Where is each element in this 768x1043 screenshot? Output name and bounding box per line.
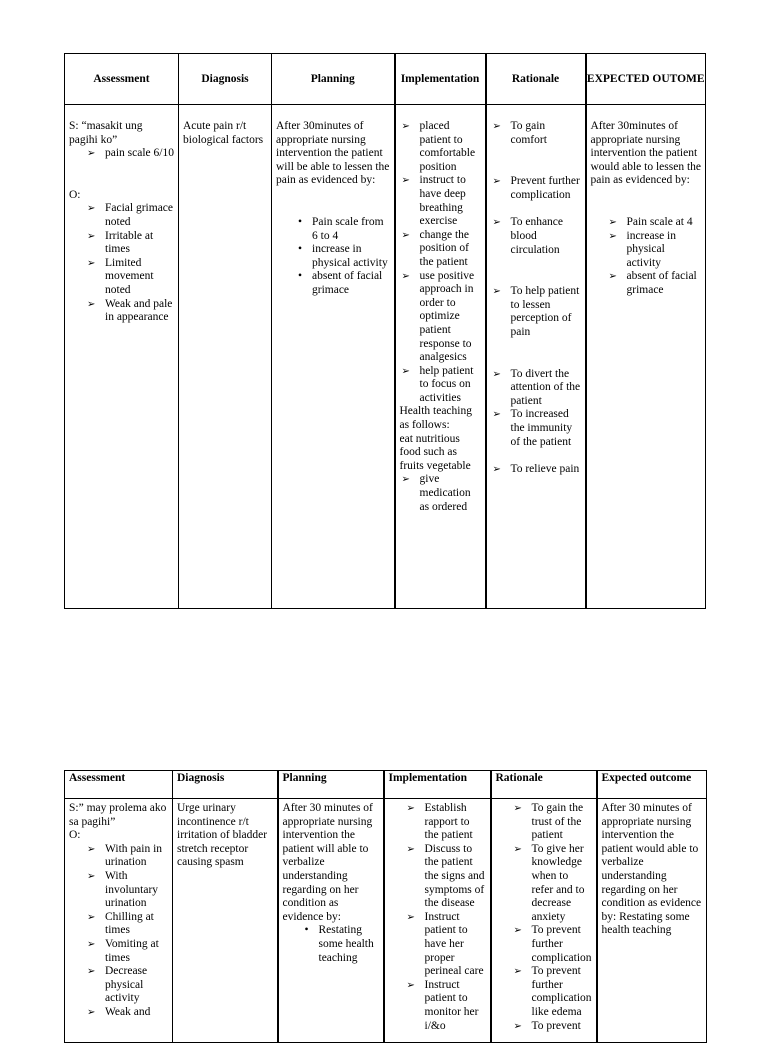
list-item: ➢ To gain comfort: [491, 120, 581, 147]
table-row: [65, 105, 706, 609]
header-assessment: Assessment: [65, 54, 179, 105]
list-item: ➢ Instruct patient to monitor her i/&o: [405, 979, 486, 1033]
list-item: ➢ change the position of the patient: [400, 229, 481, 270]
expected-outcome-cell: [586, 105, 706, 609]
table-header-row: [65, 54, 706, 105]
header-rationale: Rationale: [491, 771, 597, 799]
header-expected-outcome: Expected outcome: [597, 771, 707, 799]
planning-cell: [272, 105, 395, 609]
planning-text: After 30 minutes of appropriate nursing intervention the patient will able to verbalize understanding regarding on her condition as evidence by:: [282, 802, 373, 923]
rationale-list: [512, 802, 592, 1033]
diagnosis-cell: [173, 799, 278, 1043]
list-item: ➢ Limited movement noted: [85, 257, 174, 298]
list-item: ➢ Pain scale at 4: [607, 216, 702, 230]
implementation-cell: [384, 799, 491, 1043]
list-item: ➢ give medication as ordered: [400, 473, 481, 514]
expected-text: After 30 minutes of appropriate nursing intervention the patient would able to verbalize understanding regarding on her condition as evidence by: Restating some health teaching: [601, 802, 702, 937]
assessment-cell: [65, 105, 179, 609]
planning-text: After 30minutes of appropriate nursing intervention the patient will be able to lessen the pain as evidenced by:: [276, 120, 390, 187]
list-item: ➢ Instruct patient to have her proper perineal care: [405, 911, 486, 979]
header-rationale: Rationale: [486, 54, 586, 105]
list-item: ➢ To give her knowledge when to refer and to decrease anxiety: [512, 843, 592, 925]
objective-list: [85, 202, 174, 324]
list-item: ➢ Prevent further complication: [491, 175, 581, 202]
list-item: • Restating some health teaching: [299, 924, 379, 965]
expected-text: After 30minutes of appropriate nursing intervention the patient would able to lessen the pain as evidenced by:: [590, 120, 702, 187]
implementation-list: [405, 802, 486, 1033]
rationale-list: [491, 120, 581, 477]
objective-label: O:: [69, 829, 81, 842]
list-item: ➢ Discuss to the patient the signs and symptoms of the disease: [405, 843, 486, 911]
list-item: ➢ Decrease physical activity: [85, 965, 168, 1006]
list-item: ➢ To prevent further complication: [512, 924, 592, 965]
table-header-row: [65, 771, 707, 799]
list-item: ➢ instruct to have deep breathing exercise: [400, 174, 481, 228]
list-item: ➢ To gain the trust of the patient: [512, 802, 592, 843]
planning-cell: [278, 799, 384, 1043]
assessment-cell: [65, 799, 173, 1043]
list-item: ➢ To prevent further complication like edema: [512, 965, 592, 1019]
health-teaching-text: eat nutritious food such as fruits vegetable: [399, 432, 471, 472]
subjective-text: S: “masakit ung pagihi ko”: [69, 120, 143, 146]
health-teaching-label: Health teaching as follows:: [399, 405, 472, 432]
list-item: ➢ With involuntary urination: [85, 870, 168, 911]
implementation-list-2: [400, 473, 481, 514]
list-item: ➢ To help patient to lessen perception of pain: [491, 285, 581, 339]
list-item: ➢ increase in physical activity: [607, 230, 702, 271]
subjective-list: [85, 147, 174, 161]
list-item: ➢ pain scale 6/10: [85, 147, 174, 161]
diagnosis-text: Urge urinary incontinence r/t irritation of bladder stretch receptor causing spasm: [177, 802, 268, 869]
expected-list: [607, 216, 702, 298]
header-implementation: Implementation: [384, 771, 491, 799]
diagnosis-cell: [179, 105, 272, 609]
list-item: ➢ absent of facial grimace: [607, 270, 702, 297]
list-item: ➢ To relieve pain: [491, 463, 581, 477]
care-plan-table-2: [64, 770, 707, 1043]
list-item: ➢ With pain in urination: [85, 843, 168, 870]
list-item: ➢ Vomiting at times: [85, 938, 168, 965]
rationale-cell: [486, 105, 586, 609]
list-item: ➢ use positive approach in order to optimize patient response to analgesics: [400, 270, 481, 365]
list-item: ➢ Weak and: [85, 1006, 168, 1020]
list-item: ➢ placed patient to comfortable position: [400, 120, 481, 174]
header-diagnosis: Diagnosis: [179, 54, 272, 105]
list-item: • increase in physical activity: [292, 243, 390, 270]
list-item: ➢ Weak and pale in appearance: [85, 298, 174, 325]
header-implementation: Implementation: [395, 54, 486, 105]
care-plan-table-1: [64, 53, 706, 609]
implementation-list: [400, 120, 481, 405]
header-planning: Planning: [272, 54, 395, 105]
expected-outcome-cell: [597, 799, 707, 1043]
list-item: ➢ Chilling at times: [85, 911, 168, 938]
table-row: [65, 799, 707, 1043]
header-planning: Planning: [278, 771, 384, 799]
header-expected-outcome: EXPECTED OUTOME: [586, 54, 706, 105]
list-item: ➢ Establish rapport to the patient: [405, 802, 486, 843]
list-item: ➢ To prevent: [512, 1020, 592, 1034]
objective-list: [85, 843, 168, 1020]
list-item: • Pain scale from 6 to 4: [292, 216, 390, 243]
objective-label: O:: [69, 188, 81, 201]
list-item: ➢ help patient to focus on activities: [400, 365, 481, 406]
list-item: ➢ Facial grimace noted: [85, 202, 174, 229]
implementation-cell: [395, 105, 486, 609]
planning-list: [292, 216, 390, 298]
list-item: ➢ Irritable at times: [85, 230, 174, 257]
list-item: ➢ To increased the immunity of the patient: [491, 408, 581, 449]
header-assessment: Assessment: [65, 771, 173, 799]
diagnosis-text: Acute pain r/t biological factors: [183, 120, 264, 146]
list-item: ➢ To enhance blood circulation: [491, 216, 581, 257]
planning-list: [299, 924, 379, 965]
subjective-text: S:” may prolema ako sa pagihi”: [69, 802, 167, 828]
rationale-cell: [491, 799, 597, 1043]
list-item: • absent of facial grimace: [292, 270, 390, 297]
header-diagnosis: Diagnosis: [173, 771, 278, 799]
list-item: ➢ To divert the attention of the patient: [491, 368, 581, 409]
